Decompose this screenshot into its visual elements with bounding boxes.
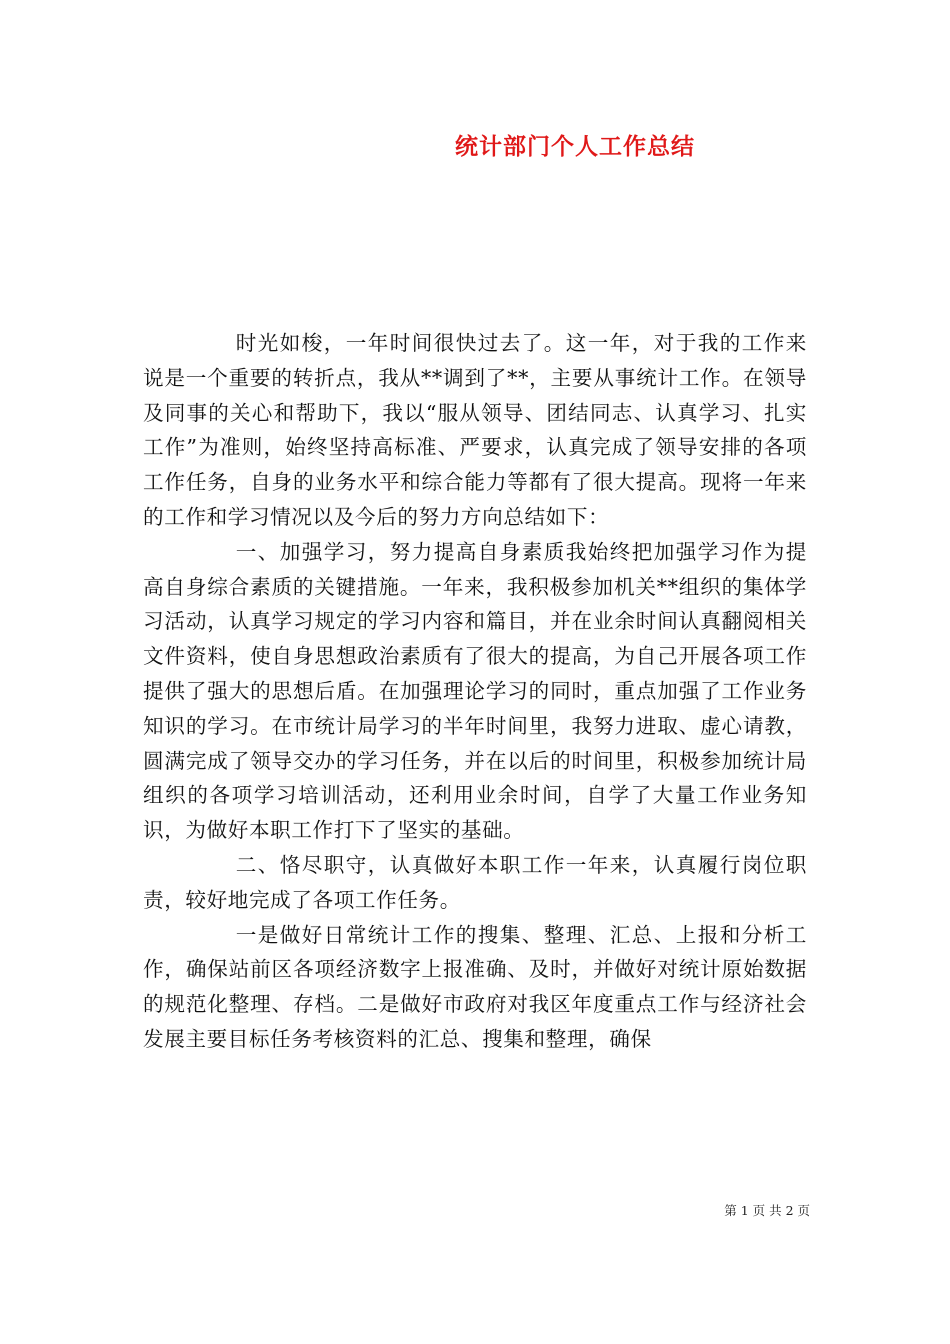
paragraph-section-one: 一、加强学习，努力提高自身素质我始终把加强学习作为提高自身综合素质的关键措施。一年来，我积极参加机关**组织的集体学习活动，认真学习规定的学习内容和篇目，并在业余时间认真翻阅相关文件资料，使自身思想政治素质有了很大的提高，为自己开展各项工作提供了强大的思想后盾。在加强理论学习的同时，重点加强了工作业务知识的学习。在市统计局学习的半年时间里，我努力进取、虚心请教，圆满完成了领导交办的学习任务，并在以后的时间里，积极参加统计局组织的各项学习培训活动，还利用业余时间，自学了大量工作业务知识，为做好本职工作打下了坚实的基础。 xyxy=(143,539,807,843)
paragraph-intro: 时光如梭，一年时间很快过去了。这一年，对于我的工作来说是一个重要的转折点，我从**调到了**，主要从事统计工作。在领导及同事的关心和帮助下，我以“服从领导、团结同志、认真学习、扎实工作”为准则，始终坚持高标准、严要求，认真完成了领导安排的各项工作任务，自身的业务水平和综合能力等都有了很大提高。现将一年来的工作和学习情况以及今后的努力方向总结如下： xyxy=(143,331,807,529)
page-number: 第 1 页 共 2 页 xyxy=(724,1203,810,1218)
document-body xyxy=(143,326,807,1057)
paragraph-section-two: 二、恪尽职守，认真做好本职工作一年来，认真履行岗位职责，较好地完成了各项工作任务。 xyxy=(143,852,807,912)
document-title: 统计部门个人工作总结 xyxy=(455,134,695,160)
paragraph-section-two-details: 一是做好日常统计工作的搜集、整理、汇总、上报和分析工作，确保站前区各项经济数字上报准确、及时，并做好对统计原始数据的规范化整理、存档。二是做好市政府对我区年度重点工作与经济社会发展主要目标任务考核资料的汇总、搜集和整理，确保 xyxy=(143,922,807,1051)
